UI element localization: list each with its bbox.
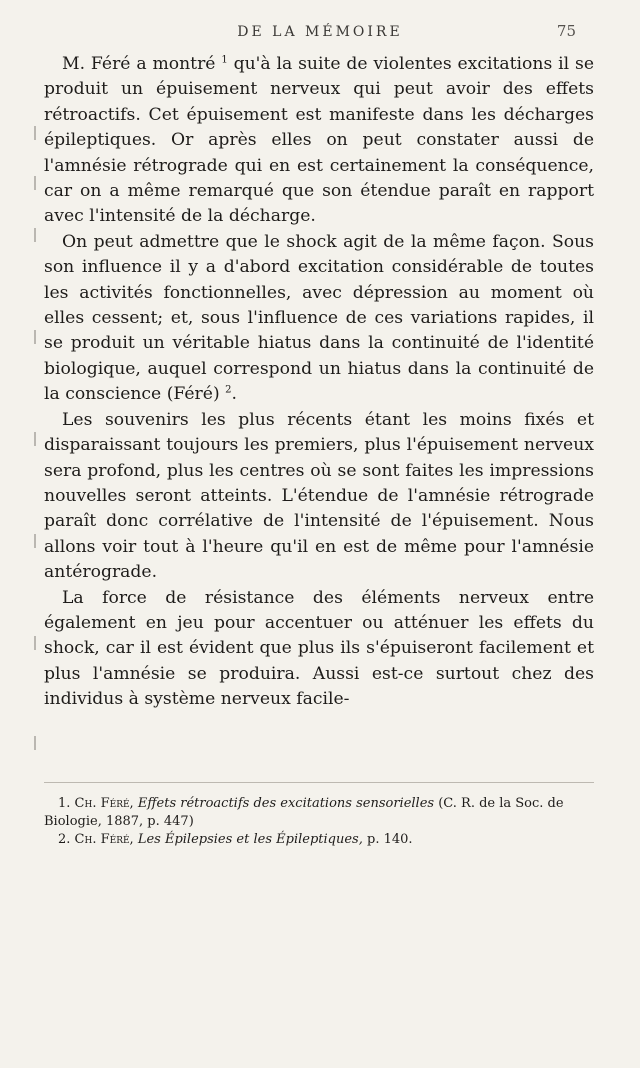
footnote-author: Ch. Féré, [74,796,134,811]
paragraph-text: . [231,384,237,405]
gutter-mark [34,636,36,650]
paragraph-text: Les souvenirs les plus récents étant les moins fixés et disparaissant toujours les premiers, plus l'épuisement nerveux sera profond, plus les centres où se sont faites les impressions nouvelles seront atteints. L'étendue de l'amnésie rétrograde paraît donc corrélative de l'intensité de l'épuisement. Nous allons voir tout à l'heure qu'il en est de même pour l'amnésie antérograde. [44,409,594,583]
gutter-mark [34,330,36,344]
footnote-title: Les Épilepsies et les Épileptiques, [137,832,363,847]
footnote-number: 1. [58,796,71,811]
gutter-mark [34,432,36,446]
footnote-divider [44,782,594,783]
footnote-ref[interactable]: 2 [225,384,232,396]
running-head [0,20,640,44]
gutter-mark [34,126,36,140]
paragraph [44,52,594,230]
paragraph-text: On peut admettre que le shock agit de la même façon. Sous son influence il y a d'abord excitation considérable de toutes les activités fonctionnelles, avec dépression au moment où elles cessent; et, sous l'influence de ces variations rapides, il se produit un véritable hiatus dans la continuité de l'identité biologique, auquel correspond un hiatus dans la continuité de la conscience (Féré) [44,231,594,405]
body-text [44,52,594,713]
gutter-mark [34,228,36,242]
page-number: 75 [556,22,576,40]
paragraph [44,586,594,713]
paragraph-text: La force de résistance des éléments nerveux entre également en jeu pour accentuer ou atténuer les effets du shock, car il est évident que plus ils s'épuiseront facilement et plus l'amnésie se produira. Aussi est-ce surtout chez des individus à système nerveux facile- [44,587,594,710]
running-title: DE LA MÉMOIRE [237,24,403,40]
footnote [44,831,599,849]
footnote-number: 2. [58,832,71,847]
footnotes [44,795,599,849]
footnote-reference: p. 140. [362,832,413,847]
paragraph-text: qu'à la suite de violentes excitations il se produit un épuisement nerveux qui peut avoir des effets rétroactifs. Cet épuisement est manifeste dans les décharges épileptiques. Or après elles on peut constater aussi de l'amnésie rétrograde qui en est certainement la conséquence, car on a même remarqué que son étendue paraît en rapport avec l'intensité de la décharge. [44,54,594,227]
paragraph [44,408,594,586]
paragraph [44,230,594,408]
gutter-mark [34,176,36,190]
footnote-author: Ch. Féré, [74,832,134,847]
footnote-ref[interactable]: 1 [221,54,228,66]
gutter-mark [34,736,36,750]
footnote-reference: (C. R. de la Soc. de Biologie, 1887, p. 447) [44,796,564,829]
footnote [44,795,599,831]
paragraph-text: M. Féré a montré [62,54,222,74]
footnote-title: Effets rétroactifs des excitations sensorielles [137,796,435,811]
gutter-mark [34,534,36,548]
